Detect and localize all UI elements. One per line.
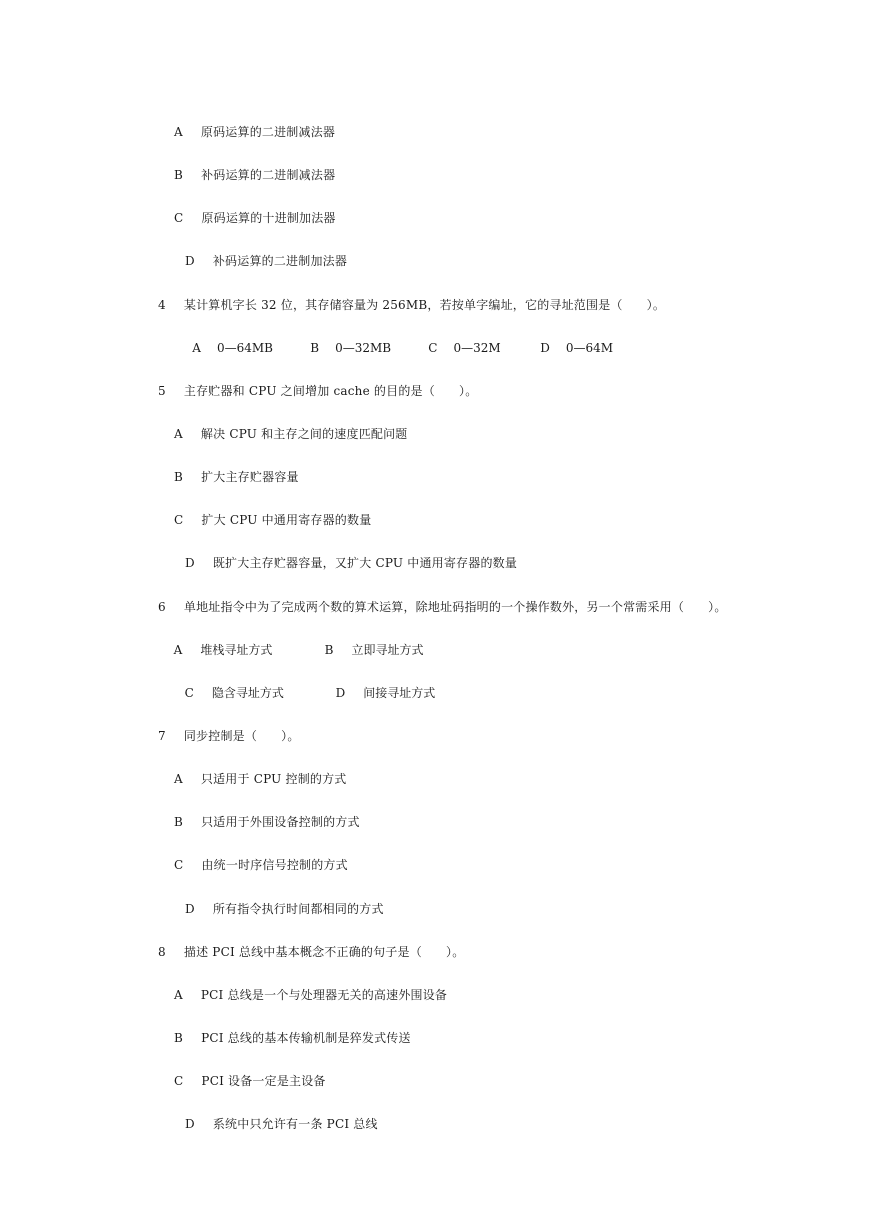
option-text: 只适用于外围设备控制的方式	[201, 815, 360, 829]
option-text: 由统一时序信号控制的方式	[201, 858, 348, 872]
q7-option-a	[166, 755, 347, 787]
option-letter: C	[174, 211, 184, 225]
question-number: 6	[158, 600, 166, 614]
q3-option-a	[166, 108, 335, 140]
option-letter: B	[310, 341, 320, 355]
option-letter: A	[173, 643, 183, 657]
question-text: 单地址指令中为了完成两个数的算术运算，除地址码指明的一个操作数外，另一个常需采用（ ）。	[183, 600, 727, 614]
question-5	[150, 367, 477, 399]
option-text: 0—64MB	[216, 341, 273, 355]
option-letter: D	[185, 1117, 195, 1131]
option-letter: D	[335, 686, 346, 700]
option-text: PCI 总线是一个与处理器无关的高速外围设备	[200, 988, 448, 1002]
q3-option-c	[166, 194, 336, 226]
q4-option-b	[295, 324, 391, 372]
option-letter: A	[174, 988, 183, 1002]
option-text: 补码运算的二进制加法器	[212, 254, 348, 268]
question-number: 5	[158, 384, 166, 398]
option-text: 0—64M	[565, 341, 614, 355]
option-letter: C	[428, 341, 438, 355]
q4-option-c	[413, 324, 501, 372]
question-8	[150, 928, 464, 960]
option-text: 扩大主存贮器容量	[201, 470, 299, 484]
option-text: 只适用于 CPU 控制的方式	[200, 772, 347, 786]
option-text: 系统中只允许有一条 PCI 总线	[212, 1117, 378, 1131]
option-text: 堆栈寻址方式	[200, 643, 273, 657]
q8-option-c	[166, 1057, 326, 1089]
option-text: PCI 总线的基本传输机制是猝发式传送	[201, 1031, 411, 1045]
option-text: 原码运算的二进制减法器	[200, 125, 336, 139]
q5-option-d	[177, 539, 517, 571]
q3-option-d	[177, 237, 347, 269]
q5-option-c	[166, 496, 371, 528]
question-text: 同步控制是（ ）。	[183, 729, 300, 743]
q7-option-c	[166, 841, 348, 873]
option-letter: C	[184, 686, 194, 700]
option-letter: B	[174, 1031, 184, 1045]
option-text: 扩大 CPU 中通用寄存器的数量	[201, 513, 372, 527]
q6-option-b	[317, 626, 423, 658]
option-text: 解决 CPU 和主存之间的速度匹配问题	[200, 427, 408, 441]
option-text: 既扩大主存贮器容量，又扩大 CPU 中通用寄存器的数量	[212, 556, 518, 570]
option-text: 间接寻址方式	[363, 686, 436, 700]
question-number: 7	[158, 729, 166, 743]
q8-option-b	[166, 1014, 411, 1046]
option-letter: C	[174, 1074, 184, 1088]
question-number: 8	[158, 945, 166, 959]
question-text: 某计算机字长 32 位，其存储容量为 256MB，若按单字编址，它的寻址范围是（ ）。	[183, 298, 666, 312]
q3-option-b	[166, 151, 335, 183]
option-letter: D	[185, 902, 195, 916]
option-letter: D	[185, 556, 195, 570]
option-text: 隐含寻址方式	[211, 686, 284, 700]
q4-option-a	[177, 324, 273, 372]
option-text: 补码运算的二进制减法器	[201, 168, 336, 182]
option-text: 0—32MB	[335, 341, 392, 355]
question-text: 主存贮器和 CPU 之间增加 cache 的目的是（ ）。	[183, 384, 478, 398]
option-text: 原码运算的十进制加法器	[201, 211, 336, 225]
option-letter: D	[185, 254, 195, 268]
option-letter: D	[540, 341, 550, 355]
question-7	[150, 712, 300, 744]
q4-option-d	[525, 324, 613, 372]
q7-option-d	[177, 885, 384, 917]
q7-option-b	[166, 798, 360, 830]
option-text: 0—32M	[453, 341, 501, 355]
question-4	[150, 281, 665, 313]
option-text: 立即寻址方式	[351, 643, 424, 657]
option-letter: B	[174, 815, 184, 829]
option-letter: C	[174, 513, 184, 527]
question-number: 4	[158, 298, 166, 312]
q8-option-d	[177, 1100, 378, 1132]
q6-option-c	[177, 669, 284, 701]
q5-option-b	[166, 453, 299, 485]
q6-option-a	[166, 626, 272, 658]
option-letter: B	[174, 470, 184, 484]
question-text: 描述 PCI 总线中基本概念不正确的句子是（ ）。	[183, 945, 465, 959]
q8-option-a	[166, 971, 447, 1003]
option-letter: A	[174, 125, 183, 139]
option-letter: B	[174, 168, 184, 182]
option-letter: A	[192, 341, 201, 355]
option-letter: B	[324, 643, 334, 657]
question-6	[150, 583, 727, 615]
option-letter: C	[174, 858, 184, 872]
q6-option-d	[328, 669, 435, 701]
option-text: 所有指令执行时间都相同的方式	[212, 902, 384, 916]
q5-option-a	[166, 410, 408, 442]
option-text: PCI 设备一定是主设备	[201, 1074, 326, 1088]
option-letter: A	[174, 772, 183, 786]
option-letter: A	[174, 427, 183, 441]
